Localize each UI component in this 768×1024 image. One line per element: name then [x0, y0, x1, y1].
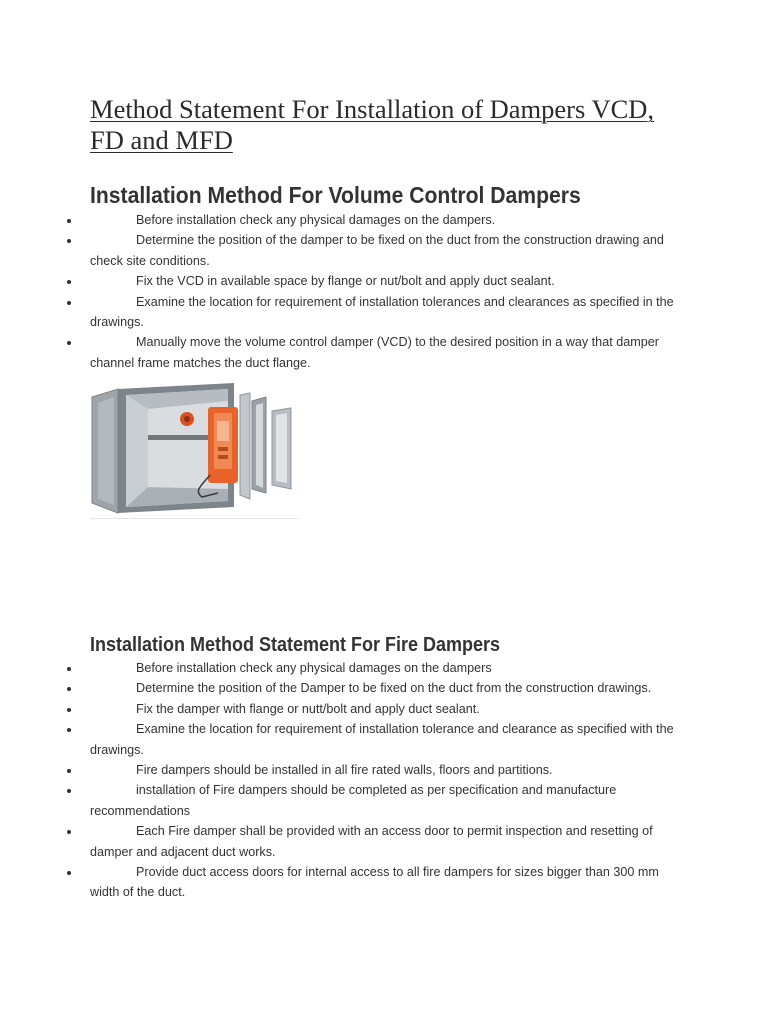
list-item-text: Examine the location for requirement of installation tolerance and clearance as specified with the drawings. — [90, 722, 674, 757]
bullet-icon — [67, 708, 71, 712]
motorized-damper-image — [90, 375, 300, 519]
list-item — [90, 658, 682, 678]
vcd-steps-list — [90, 210, 682, 373]
bullet-icon — [67, 769, 71, 773]
bullet-icon — [67, 728, 71, 732]
list-item — [90, 760, 682, 780]
bullet-icon — [67, 280, 71, 284]
document-title: Method Statement For Installation of Dampers VCD, FD and MFD — [90, 94, 655, 155]
fire-section-heading: Installation Method Statement For Fire Dampers — [90, 634, 501, 656]
bullet-icon — [67, 667, 71, 671]
list-item-text: Determine the position of the Damper to be fixed on the duct from the construction drawings. — [136, 681, 652, 696]
list-item-text: installation of Fire dampers should be completed as per specification and manufacture recommendations — [90, 783, 617, 818]
bullet-icon — [67, 239, 71, 243]
list-item — [90, 780, 682, 821]
bullet-icon — [67, 341, 71, 345]
bullet-icon — [67, 219, 71, 223]
list-item-text: Provide duct access doors for internal access to all fire dampers for sizes bigger than 300 mm width of the duct. — [90, 865, 659, 900]
list-item — [90, 332, 682, 373]
list-item-text: Before installation check any physical damages on the dampers. — [136, 213, 496, 227]
list-item — [90, 230, 682, 271]
list-item-text: Before installation check any physical damages on the dampers — [136, 661, 492, 675]
list-item — [90, 210, 682, 230]
list-item-text: Fix the damper with flange or nutt/bolt and apply duct sealant. — [136, 701, 480, 716]
list-item-text: Examine the location for requirement of installation tolerances and clearances as specified in the drawings. — [90, 294, 674, 330]
list-item — [90, 862, 682, 903]
list-item — [90, 699, 682, 719]
list-item — [90, 821, 682, 862]
list-item — [90, 271, 682, 291]
list-item-text: Each Fire damper shall be provided with an access door to permit inspection and resetting of damper and adjacent duct works. — [90, 824, 653, 859]
list-item-text: Fire dampers should be installed in all fire rated walls, floors and partitions. — [136, 763, 553, 778]
bullet-icon — [67, 301, 71, 305]
list-item-text: Determine the position of the damper to be fixed on the duct from the construction drawing and check site conditions. — [90, 233, 664, 268]
figure-divider — [90, 518, 299, 519]
fire-steps-list — [90, 658, 682, 903]
list-item-text: Manually move the volume control damper (VCD) to the desired position in a way that damper channel frame matches the duct flange. — [90, 335, 659, 370]
bullet-icon — [67, 687, 71, 691]
list-item — [90, 292, 682, 333]
bullet-icon — [67, 871, 71, 875]
bullet-icon — [67, 789, 71, 793]
vcd-section-heading: Installation Method For Volume Control Dampers — [90, 182, 581, 208]
list-item-text: Fix the VCD in available space by flange or nut/bolt and apply duct sealant. — [136, 274, 555, 289]
list-item — [90, 678, 682, 698]
list-item — [90, 719, 682, 760]
bullet-icon — [67, 830, 71, 834]
